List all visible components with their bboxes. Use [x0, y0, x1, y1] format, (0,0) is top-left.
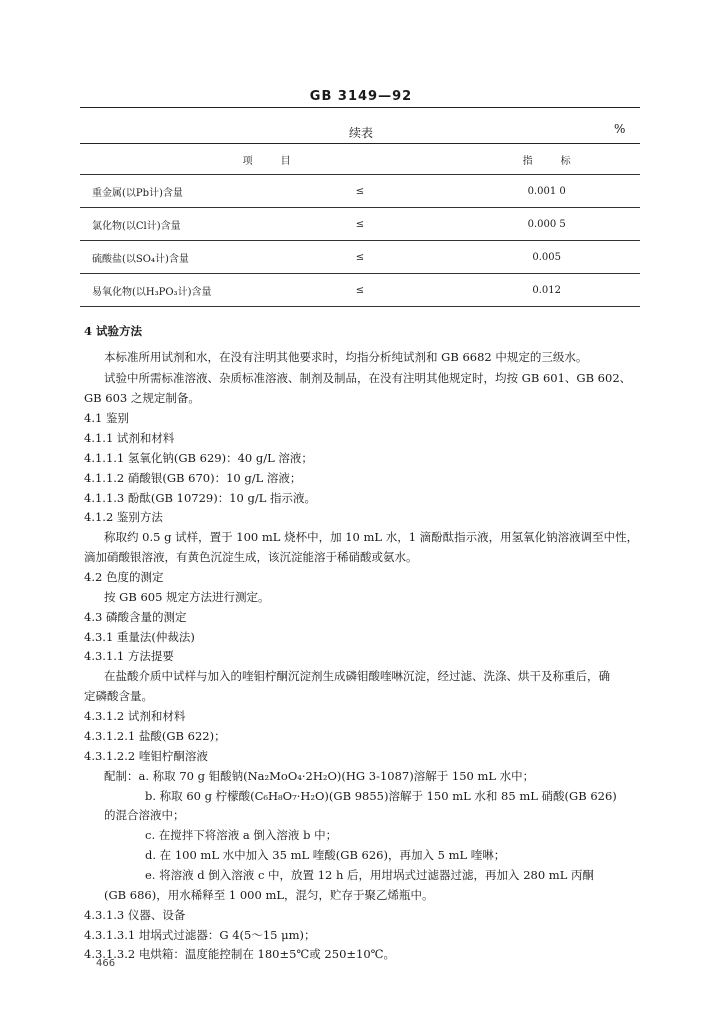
row-value: 0.000 5 — [453, 208, 640, 241]
table-row — [80, 208, 640, 241]
list-item: 4.1.1.2 硝酸银(GB 670)：10 g/L 溶液； — [84, 471, 302, 485]
table-unit: % — [614, 122, 626, 136]
row-value: 0.012 — [453, 274, 640, 307]
list-item: 4.3.1.3.1 坩埚式过滤器：G 4(5～15 μm)； — [84, 928, 316, 942]
header-item: 项目 — [80, 144, 453, 175]
table-row — [80, 241, 640, 274]
specification-table — [80, 143, 640, 307]
paragraph-line: 按 GB 605 规定方法进行测定。 — [104, 590, 270, 604]
row-item: 硫酸盐(以SO₄计)含量 — [80, 241, 267, 274]
row-item: 易氧化物(以H₃PO₃计)含量 — [80, 274, 267, 307]
procedure-step: b. 称取 60 g 柠檬酸(C₆H₈O₇·H₂O)(GB 9855)溶解于 150 mL 水和 85 mL 硝酸(GB 626) — [145, 789, 617, 803]
subsection-heading: 4.3.1.1 方法提要 — [84, 649, 174, 663]
table-header-row — [80, 144, 640, 175]
list-item: 4.3.1.2.2 喹钼柠酮溶液 — [84, 749, 208, 763]
header-index: 指标 — [453, 144, 640, 175]
header-rule — [80, 107, 640, 108]
paragraph-line: 滴加硝酸银溶液，有黄色沉淀生成，该沉淀能溶于稀硝酸或氨水。 — [84, 550, 418, 564]
row-symbol: ≤ — [267, 175, 454, 208]
procedure-step: c. 在搅拌下将溶液 a 倒入溶液 b 中； — [145, 828, 338, 842]
row-value: 0.001 0 — [453, 175, 640, 208]
row-symbol: ≤ — [267, 208, 454, 241]
table-continuation-title: 续表 — [348, 126, 373, 140]
paragraph-line: 定磷酸含量。 — [84, 689, 153, 703]
paragraph-line: 试验中所需标准溶液、杂质标准溶液、制剂及制品，在没有注明其他规定时，均按 GB 601、GB 602、 — [104, 371, 632, 385]
list-item: 4.1.1.1 氢氧化钠(GB 629)：40 g/L 溶液； — [84, 451, 313, 465]
row-value: 0.005 — [453, 241, 640, 274]
list-item: 4.3.1.2.1 盐酸(GB 622)； — [84, 729, 226, 743]
section-heading: 4 试验方法 — [84, 324, 143, 338]
subsection-heading: 4.2 色度的测定 — [84, 570, 164, 584]
procedure-step: 的混合溶液中； — [104, 808, 185, 822]
standard-code: GB 3149—92 — [309, 89, 413, 104]
paragraph-line: 在盐酸介质中试样与加入的喹钼柠酮沉淀剂生成磷钼酸喹啉沉淀，经过滤、洗涤、烘干及称重后，确 — [104, 669, 610, 683]
subsection-heading: 4.3.1.2 试剂和材料 — [84, 709, 186, 723]
subsection-heading: 4.1 鉴别 — [84, 411, 129, 425]
procedure-step: d. 在 100 mL 水中加入 35 mL 喹酸(GB 626)，再加入 5 mL 喹啉； — [145, 848, 506, 862]
paragraph-line: 称取约 0.5 g 试样，置于 100 mL 烧杯中，加 10 mL 水，1 滴酚酞指示液，用氢氧化钠溶液调至中性， — [104, 530, 639, 544]
procedure-step: e. 将溶液 d 倒入溶液 c 中，放置 12 h 后，用坩埚式过滤器过滤，再加入 280 mL 丙酮 — [145, 868, 595, 882]
row-item: 氯化物(以Cl计)含量 — [80, 208, 267, 241]
subsection-heading: 4.3 磷酸含量的测定 — [84, 610, 187, 624]
subsection-heading: 4.1.1 试剂和材料 — [84, 431, 175, 445]
list-item: 4.1.1.3 酚酞(GB 10729)：10 g/L 指示液。 — [84, 491, 317, 505]
row-item: 重金属(以Pb计)含量 — [80, 175, 267, 208]
procedure-step: 配制：a. 称取 70 g 钼酸钠(Na₂MoO₄·2H₂O)(HG 3-1087)溶解于 150 mL 水中； — [104, 769, 535, 783]
list-item: 4.3.1.3.2 电烘箱：温度能控制在 180±5℃或 250±10℃。 — [84, 947, 396, 961]
table-row — [80, 274, 640, 307]
paragraph-line: GB 603 之规定制备。 — [84, 391, 200, 405]
subsection-heading: 4.3.1.3 仪器、设备 — [84, 908, 186, 922]
row-symbol: ≤ — [267, 274, 454, 307]
subsection-heading: 4.3.1 重量法(仲裁法) — [84, 630, 195, 644]
procedure-step: (GB 686)，用水稀释至 1 000 mL，混匀，贮存于聚乙烯瓶中。 — [104, 888, 434, 902]
paragraph-line: 本标准所用试剂和水，在没有注明其他要求时，均指分析纯试剂和 GB 6682 中规定的三级水。 — [104, 350, 588, 364]
row-symbol: ≤ — [267, 241, 454, 274]
subsection-heading: 4.1.2 鉴别方法 — [84, 510, 163, 524]
page-number: 466 — [96, 958, 116, 969]
table-row — [80, 175, 640, 208]
